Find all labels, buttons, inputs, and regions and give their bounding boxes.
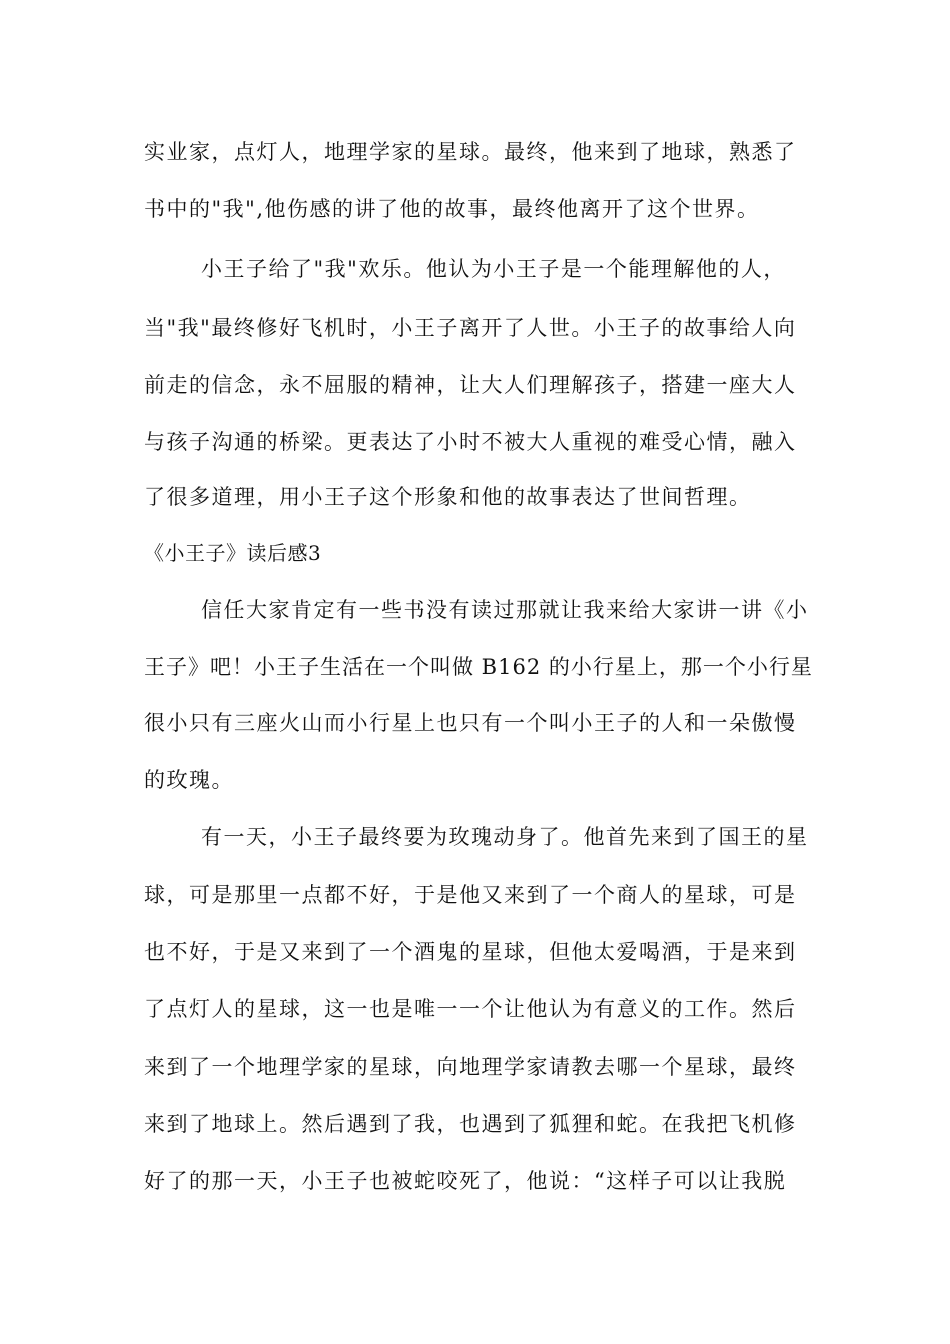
paragraph-2-line-2: 当"我"最终修好飞机时，小王子离开了人世。小王子的故事给人向 bbox=[144, 316, 797, 340]
paragraph-4-line-5: 来到了一个地理学家的星球，向地理学家请教去哪一个星球，最终 bbox=[144, 1055, 797, 1079]
paragraph-2-line-3: 前走的信念，永不屈服的精神，让大人们理解孩子，搭建一座大人 bbox=[144, 373, 797, 397]
paragraph-4-line-4: 了点灯人的星球，这一也是唯一一个让他认为有意义的工作。然后 bbox=[144, 997, 797, 1021]
paragraph-4-line-6: 来到了地球上。然后遇到了我，也遇到了狐狸和蛇。在我把飞机修 bbox=[144, 1112, 797, 1136]
paragraph-2-line-1: 小王子给了"我"欢乐。他认为小王子是一个能理解他的人， bbox=[201, 257, 786, 281]
paragraph-3-line-2: 王子》吧！小王子生活在一个叫做 B162 的小行星上，那一个小行星 bbox=[144, 655, 813, 679]
paragraph-3-line-4: 的玫瑰。 bbox=[144, 768, 234, 792]
paragraph-1-line-2: 书中的"我",他伤感的讲了他的故事，最终他离开了这个世界。 bbox=[144, 197, 760, 221]
paragraph-4-line-3: 也不好，于是又来到了一个酒鬼的星球，但他太爱喝酒，于是来到 bbox=[144, 940, 797, 964]
paragraph-3-line-3: 很小只有三座火山而小行星上也只有一个叫小王子的人和一朵傲慢 bbox=[144, 711, 797, 735]
paragraph-4-line-1: 有一天，小王子最终要为玫瑰动身了。他首先来到了国王的星 bbox=[201, 825, 809, 849]
paragraph-4-line-2: 球，可是那里一点都不好，于是他又来到了一个商人的星球，可是 bbox=[144, 883, 797, 907]
paragraph-3-line-1: 信任大家肯定有一些书没有读过那就让我来给大家讲一讲《小 bbox=[201, 598, 809, 622]
paragraph-2-line-4: 与孩子沟通的桥梁。更表达了小时不被大人重视的难受心情，融入 bbox=[144, 430, 797, 454]
section-heading: 《小王子》读后感3 bbox=[144, 541, 322, 565]
paragraph-1-line-1: 实业家，点灯人，地理学家的星球。最终，他来到了地球，熟悉了 bbox=[144, 140, 797, 164]
paragraph-4-line-7: 好了的那一天，小王子也被蛇咬死了，他说：“这样子可以让我脱 bbox=[144, 1169, 787, 1193]
paragraph-2-line-5: 了很多道理，用小王子这个形象和他的故事表达了世间哲理。 bbox=[144, 485, 752, 509]
